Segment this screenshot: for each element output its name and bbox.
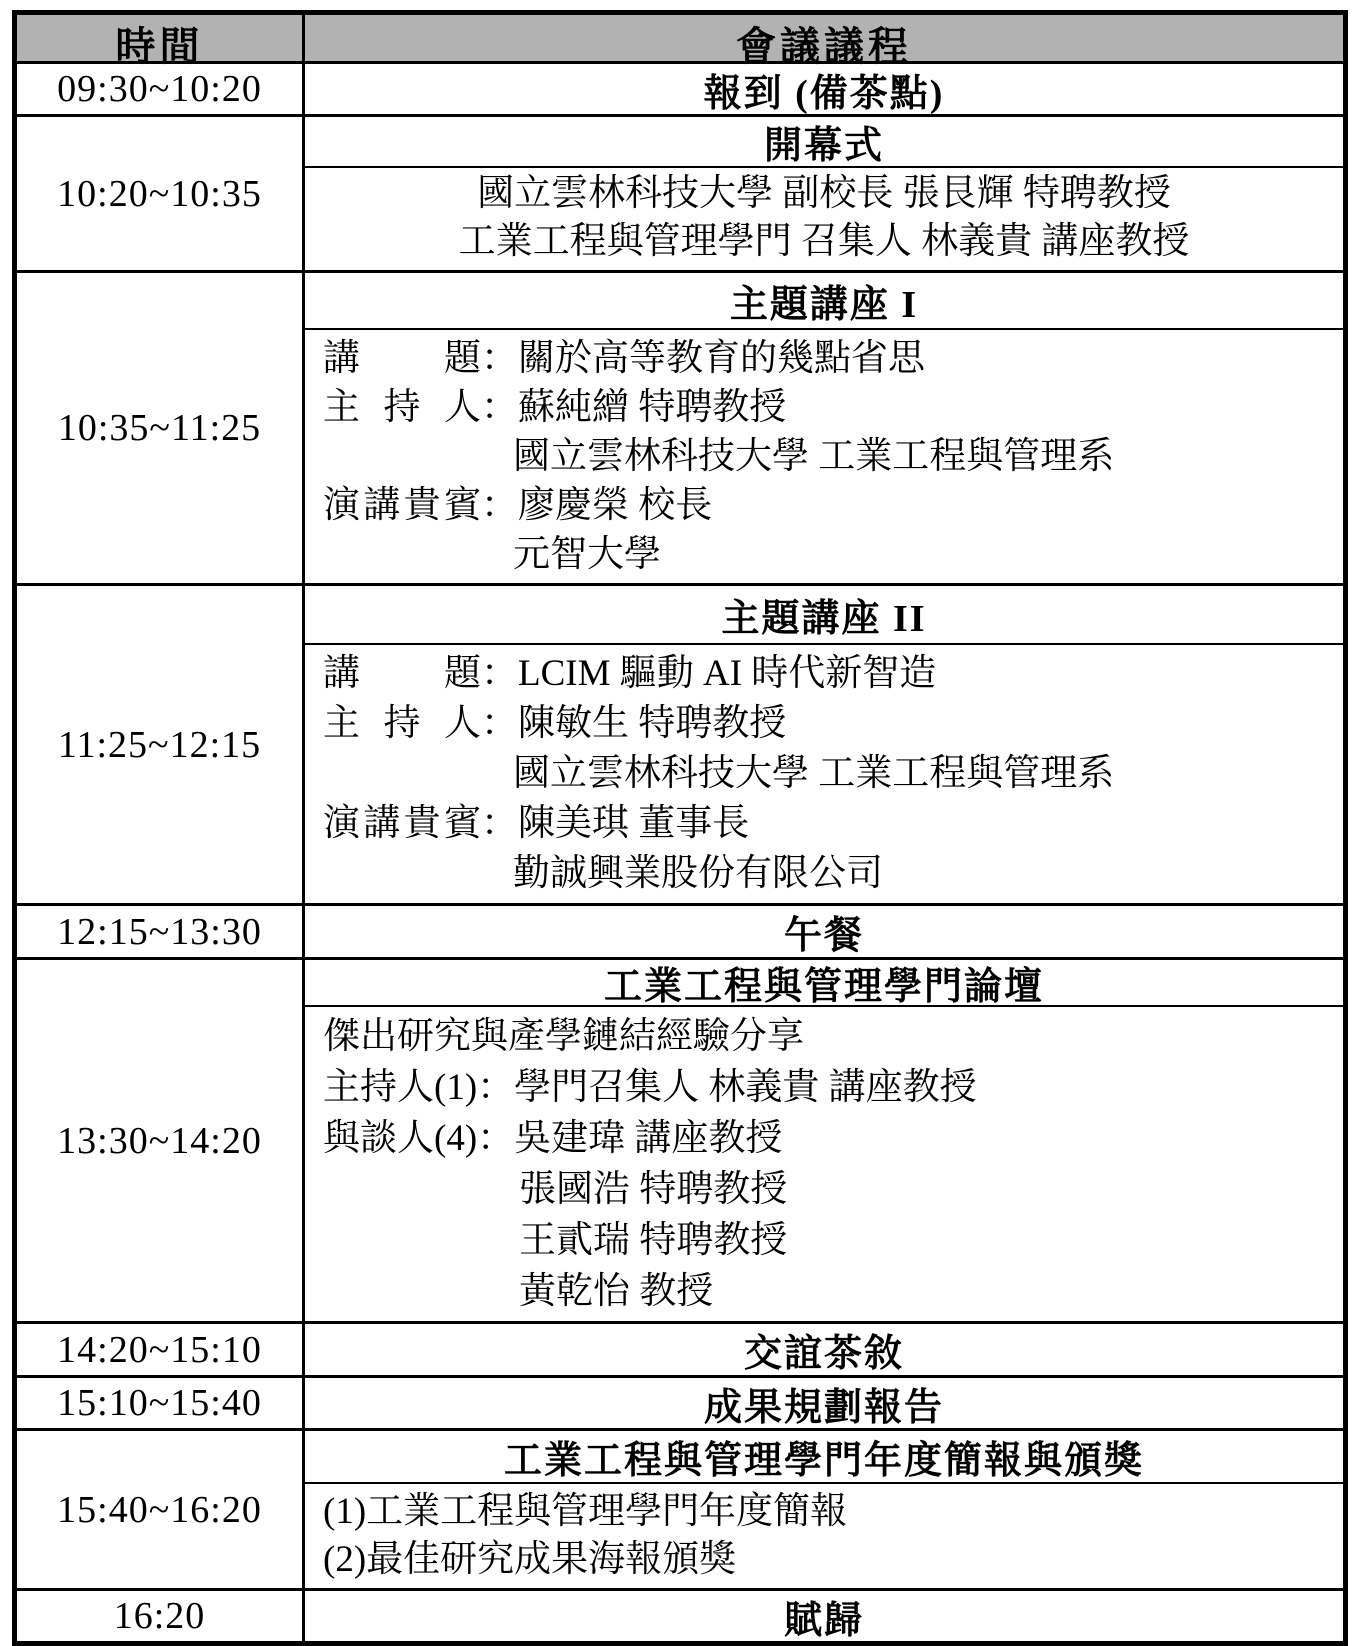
field-value: 廖慶榮 校長 <box>518 485 713 526</box>
detail-line: 王貳瑞 特聘教授 <box>519 1220 788 1261</box>
field-separator: ： <box>481 653 518 694</box>
field-separator: ： <box>481 387 518 428</box>
agenda-row-results-report <box>17 1375 1343 1428</box>
field-label: 演講貴賓 <box>323 485 481 526</box>
field-value: LCIM 驅動 AI 時代新智造 <box>518 653 937 694</box>
time-cell: 10:20~10:35 <box>17 117 305 270</box>
section-title: 報到 (備茶點) <box>703 72 945 115</box>
header-time-cell: 時間 <box>17 15 305 72</box>
section-title: 開幕式 <box>763 125 884 167</box>
time-cell: 12:15~13:30 <box>17 906 305 957</box>
detail-line <box>323 799 1333 849</box>
agenda-row-lunch <box>17 903 1343 957</box>
detail-line: 與談人(4)：吳建瑋 講座教授 <box>323 1118 783 1159</box>
field-value: 蘇純繒 特聘教授 <box>518 387 787 428</box>
section-content <box>305 1482 1343 1588</box>
time-cell: 09:30~10:20 <box>17 64 305 114</box>
detail-line <box>323 383 1333 432</box>
agenda-row-tea-break <box>17 1321 1343 1375</box>
detail-line: 工業工程與管理學門 召集人 林義貴 講座教授 <box>458 221 1190 262</box>
detail-line: 傑出研究與產學鏈結經驗分享 <box>323 1016 804 1057</box>
field-separator: ： <box>481 703 518 744</box>
header-agenda-cell: 會議議程 <box>736 24 912 69</box>
field-separator: ： <box>481 338 518 379</box>
detail-line <box>323 849 1333 899</box>
field-label: 演講貴賓 <box>323 803 481 844</box>
field-value: 國立雲林科技大學 工業工程與管理系 <box>513 753 1115 794</box>
agenda-row-keynote-1 <box>17 270 1343 583</box>
detail-line: 黃乾怡 教授 <box>519 1271 714 1312</box>
field-separator: ： <box>481 485 518 526</box>
agenda-row-forum <box>17 957 1343 1321</box>
section-content <box>305 166 1343 270</box>
field-separator: ： <box>481 803 518 844</box>
time-cell: 14:20~15:10 <box>17 1324 305 1375</box>
field-label: 講題 <box>323 653 481 694</box>
time-cell: 15:10~15:40 <box>17 1378 305 1428</box>
detail-line <box>323 649 1333 699</box>
agenda-row-annual-briefing <box>17 1428 1343 1588</box>
detail-line: 張國浩 特聘教授 <box>519 1169 788 1210</box>
detail-line: (2)最佳研究成果海報頒獎 <box>323 1539 737 1580</box>
detail-line <box>323 432 1333 481</box>
time-cell: 11:25~12:15 <box>17 586 305 903</box>
section-title: 工業工程與管理學門論壇 <box>603 966 1044 1008</box>
field-value: 勤誠興業股份有限公司 <box>513 853 883 894</box>
section-title: 工業工程與管理學門年度簡報與頒獎 <box>503 1440 1144 1482</box>
section-content <box>305 643 1343 903</box>
detail-line <box>323 530 1333 579</box>
agenda-row-keynote-2 <box>17 583 1343 903</box>
field-value: 國立雲林科技大學 工業工程與管理系 <box>513 436 1115 477</box>
section-title: 主題講座 I <box>729 284 919 326</box>
agenda-row-registration <box>17 61 1343 114</box>
section-title: 主題講座 II <box>721 598 927 640</box>
detail-line <box>323 481 1333 530</box>
field-label: 講題 <box>323 338 481 379</box>
detail-line: 國立雲林科技大學 副校長 張艮輝 特聘教授 <box>477 173 1171 214</box>
field-label: 主持人 <box>323 387 481 428</box>
table-header-row <box>17 15 1343 69</box>
section-title: 賦歸 <box>783 1599 864 1642</box>
section-title: 午餐 <box>783 915 864 957</box>
field-value: 元智大學 <box>513 534 661 575</box>
time-cell: 15:40~16:20 <box>17 1431 305 1588</box>
agenda-row-opening <box>17 114 1343 270</box>
field-value: 陳敏生 特聘教授 <box>518 703 787 744</box>
time-cell: 16:20 <box>17 1591 305 1641</box>
agenda-table <box>12 10 1348 1646</box>
field-value: 關於高等教育的幾點省思 <box>518 338 925 379</box>
section-title: 成果規劃報告 <box>703 1386 944 1429</box>
field-label: 主持人 <box>323 703 481 744</box>
detail-line <box>323 699 1333 749</box>
agenda-row-departure <box>17 1588 1343 1641</box>
section-content <box>305 328 1343 583</box>
time-cell: 13:30~14:20 <box>17 960 305 1321</box>
time-cell: 10:35~11:25 <box>17 273 305 583</box>
field-value: 陳美琪 董事長 <box>518 803 750 844</box>
section-title: 交誼茶敘 <box>743 1333 904 1375</box>
detail-line: 主持人(1)：學門召集人 林義貴 講座教授 <box>323 1067 977 1108</box>
detail-line: (1)工業工程與管理學門年度簡報 <box>323 1491 848 1532</box>
detail-line <box>323 749 1333 799</box>
detail-line <box>323 334 1333 383</box>
section-content <box>305 1005 1343 1321</box>
